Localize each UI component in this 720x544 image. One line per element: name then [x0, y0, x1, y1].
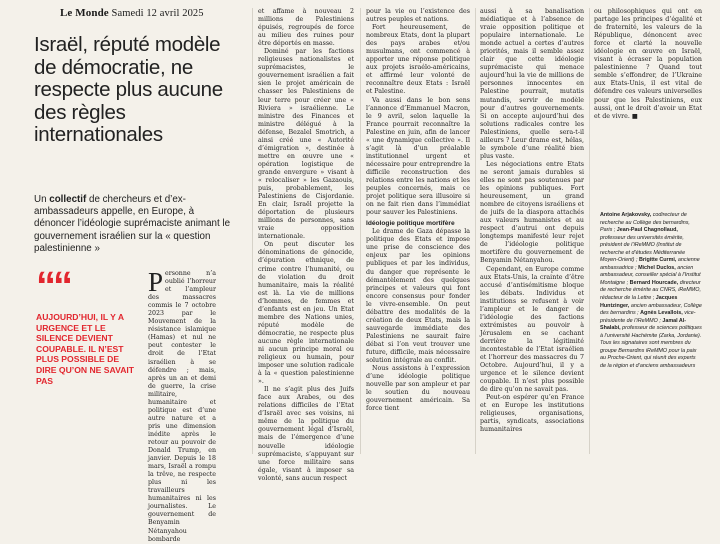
paragraph: Dominé par les factions religieuses nationalistes et suprémacistes, le gouvernement israélien a fait sien le projet américain de chasser les Palestiniens de leur terre pour créer une « Riviera » israélienne. Le ministre des Finances et ministre délégué à la défense, Bezalel Smotrich, a ainsi créé une « Autorité d’émigration », destinée à mettre en œuvre une « opération logistique de grande envergure » visant à « relocaliser » les Gazaouis, puis, probablement, les Palestiniens de Cisjordanie. En clair, Israël projette la déportation de plusieurs millions de personnes, sans vraie opposition internationale. [258, 48, 354, 241]
lede [34, 194, 234, 255]
signatories-list [600, 212, 702, 370]
quote-mark-icon: ““ [36, 264, 70, 308]
paragraph: Le drame de Gaza dépasse la politique des Etats et impose une prise de conscience des enjeux par les opinions publiques et par les individus, du danger que représente le démantèlement des quelques principes et valeurs qui font encore consensus pour fonder le vivre-ensemble. On peut débattre des modalités de la création de deux Etats, mais la sauvegarde immédiate des Palestiniens ne saurait faire débat si l’on veut trouver une future, difficile, mais nécessaire solution intégrale au conflit. [366, 228, 470, 365]
paragraph: Va aussi dans le bon sens l’annonce d’Emmanuel Macron, le 9 avril, selon laquelle la France pourrait reconnaître la Palestine en juin, afin de lancer « une dynamique collective ». Il s’agit là d’un préalable institutionnel urgent et nécessaire pour entreprendre la difficile reconstruction des relations entre les nations et les peuples concernés, mais ce projet politique sera illusoire si on ne fait rien dans l’immédiat pour sauver les Palestiniens. [366, 96, 470, 217]
body-column-5 [594, 8, 702, 218]
issue-date: Samedi 12 avril 2025 [111, 8, 204, 19]
paragraph: Cependant, en Europe comme aux Etats-Unis, la crainte d’être accusé d’antisémitisme bloque les débats. Individus et institutions se refusent à voir l’ampleur et le danger de l’idéologie des factions extrémistes au pouvoir à Jérusalem en se cachant derrière la légitimité incontestable de l’Etat israélien et l’horreur des massacres du 7 Octobre. Aujourd’hui, il y a urgence et le silence devient coupable. Il n’est plus possible de dire qu’on ne savait pas. [480, 265, 584, 394]
headline: Israël, réputé modèle de démocratie, ne respecte plus aucune des règles internationales [34, 33, 223, 146]
signatory-role: directeur de recherche émérite au CNRS, iReMMO, rédacteur de la Lettre ; [600, 279, 701, 302]
column-divider [252, 8, 253, 454]
lede-start: Un [34, 194, 50, 205]
signatory-name: Antoine Arjakovsky, [600, 212, 652, 218]
signatory-role: vice-présidente de l’iReMMO ; [600, 310, 696, 324]
lede-rest: de chercheurs et d’ex-ambassadeurs appelle, en Europe, à dénoncer l’idéologie suprémaciste animant le gouvernement israélien sur la « question palestinienne » [34, 194, 231, 254]
paragraph: ou philosophiques qui ont en partage les principes d’égalité et de fraternité, les valeurs de la République, dénoncent avec force et clarté la nouvelle idéologie en œuvre en Israël, visant à écraser la population palestinienne ? Quand tout semble s’effondrer, de l’Ukraine aux Etats-Unis, il est vital de défendre ces valeurs universelles pour que les Palestiniens, eux aussi, ont le droit d’avoir un Etat et de vivre. ■ [594, 8, 702, 120]
paragraph: On peut discuter les dénominations de génocide, d’épuration ethnique, de crime contre l’humanité, ou de violation du droit humanitaire, mais la réalité est là. La vie de millions d’hommes, de femmes et d’enfants est en jeu. Un Etat membre des Nations unies, réputé modèle de démocratie, ne respecte plus aucune règle internationale ni aucun principe moral ou religieux ou humain, pour imposer une solution radicale à la « question palestinienne ». [258, 241, 354, 386]
signatory-role: codirecteur de recherche au Collège des bernardins, Paris ; [600, 212, 690, 234]
paragraph: Les négociations entre Etats ne seront jamais durables si elles ne sont pas soutenues par les opinions publiques. Fort heureusement, un grand nombre de citoyens israéliens et de juifs de la diaspora attachés aux valeurs humanistes et au respect d’autrui ont depuis longtemps manifesté leur rejet de l’idéologie politique mortifère du gouvernement de Benyamin Nétanyahou. [480, 160, 584, 265]
signatory-name: Jamal Al-Shalabi, [600, 317, 687, 332]
signatory-name: Jean-Paul Chagnollaud, [616, 227, 678, 234]
paragraph: pour la vie ou l’existence des autres peuples et nations. [366, 8, 470, 24]
newspaper-name: Le Monde [60, 7, 109, 19]
subheading: Idéologie politique mortifère [366, 220, 455, 228]
column-divider [360, 8, 361, 454]
signatory-role: professeur des universités émérite, président de l’iReMMO (Institut de recherche et d’études Méditerranée Moyen-Orient) ; [600, 234, 686, 264]
body-column-4 [480, 8, 584, 454]
paragraph: Peut-on espérer qu’en France et en Europe les institutions religieuses, organisations, partis, syndicats, associations humanitaires [480, 394, 584, 434]
signatory-name: Michel Duclos, [638, 264, 676, 271]
pull-quote: AUJOURD’HUI, IL Y A URGENCE ET LE SILENCE DEVIENT COUPABLE. IL N’EST PLUS POSSIBLE DE DIRE QU’ON NE SAVAIT PAS [36, 312, 135, 386]
signatory-role: ancienne ambassadrice ; [600, 257, 700, 271]
signatory-role: professeur de sciences politiques à l’université Hachémite (Zarka, Jordanie). Tous les signataires sont membres du groupe Bernardins iReMMO pour la paix au Proche-Orient, qui réunit des experts de la région et d’anciens ambassadeurs [600, 325, 702, 369]
signatory-name: Jacques Huntzinger, [600, 295, 678, 309]
column-divider [589, 8, 590, 454]
lede-bold: collectif [49, 194, 87, 205]
body-column-2 [258, 8, 354, 482]
paragraph: aussi à sa banalisation médiatique et à l’absence de vraie opposition politique et populaire internationale. Le monde actuel a certes d’autres priorités, mais il semble assez clair que cette idéologie suprémaciste qui menace aujourd’hui la vie de millions de personnes innocentes en Palestine pourrait, mutatis mutandis, servir de modèle pour d’autres gouvernements. Si on accepte aujourd’hui des solutions radicales contre les Palestiniens, quelle sera-t-il ailleurs ? Leur drame est, hélas, le symbole d’une réalité bien plus vaste. [480, 8, 584, 160]
column-divider [475, 8, 476, 454]
signatory-role: ancien ambassadeur, Collège des bernardins ; [600, 302, 702, 317]
column-1-text: ersonne n’a oublié l’horreur et l’ampleur des massacres commis le 7 octobre 2023 par le Mouvement de la résistance islamique (Hamas) et nul ne peut contester le droit de l’Etat israélien à se défendre ; mais, après un an et demi de guerre, la crise militaire, humanitaire et politique est d’une autre nature et a pris une dimension inédite après le retour au pouvoir de Donald Trump, en janvier. Depuis le 18 mars, Israël a rompu la trêve, ne respecte plus ni les travailleurs humanitaires ni les journalistes. Le gouvernement de Benyamin Nétanyahou bombarde [148, 270, 216, 543]
signatory-name: Bernard Hourcade, [629, 279, 679, 286]
paragraph: Il ne s’agit plus des Juifs face aux Arabes, ou des relations difficiles de l’Etat d’Israël avec ses voisins, ni même de la politique du gouvernement légal d’Israël, mais de l’émergence d’une nouvelle idéologie suprémaciste, s’appuyant sur une force militaire sans égale, visant à imposer sa volonté, sans aucun respect [258, 386, 354, 482]
drop-cap: P [148, 267, 164, 297]
signatory-role: ancien ambassadeur, conseiller spécial à l’Institut Montaigne ; [600, 264, 701, 286]
paragraph: Fort heureusement, de nombreux Etats, dont la plupart des pays arabes et/ou musulmans, ont commencé à apporter une réponse politique aux projets israélo-américains, et affirmé leur volonté de reconnaître deux Etats : Israël et Palestine. [366, 24, 470, 96]
paragraph: et affame à nouveau 2 millions de Palestiniens épuisés, regroupés de force au milieu des ruines pour être déportés en masse. [258, 8, 354, 48]
paragraph: Nous assistons à l’expression d’une idéologie politique nouvelle par son ampleur et par le soutien du nouveau gouvernement américain. Sa force tient [366, 365, 470, 413]
masthead [60, 7, 204, 19]
signatory-name: Agnès Levallois, [640, 310, 683, 317]
body-column-3 [366, 8, 470, 454]
signatory-name: Brigitte Curmi, [638, 257, 677, 264]
body-column-1 [148, 267, 216, 543]
